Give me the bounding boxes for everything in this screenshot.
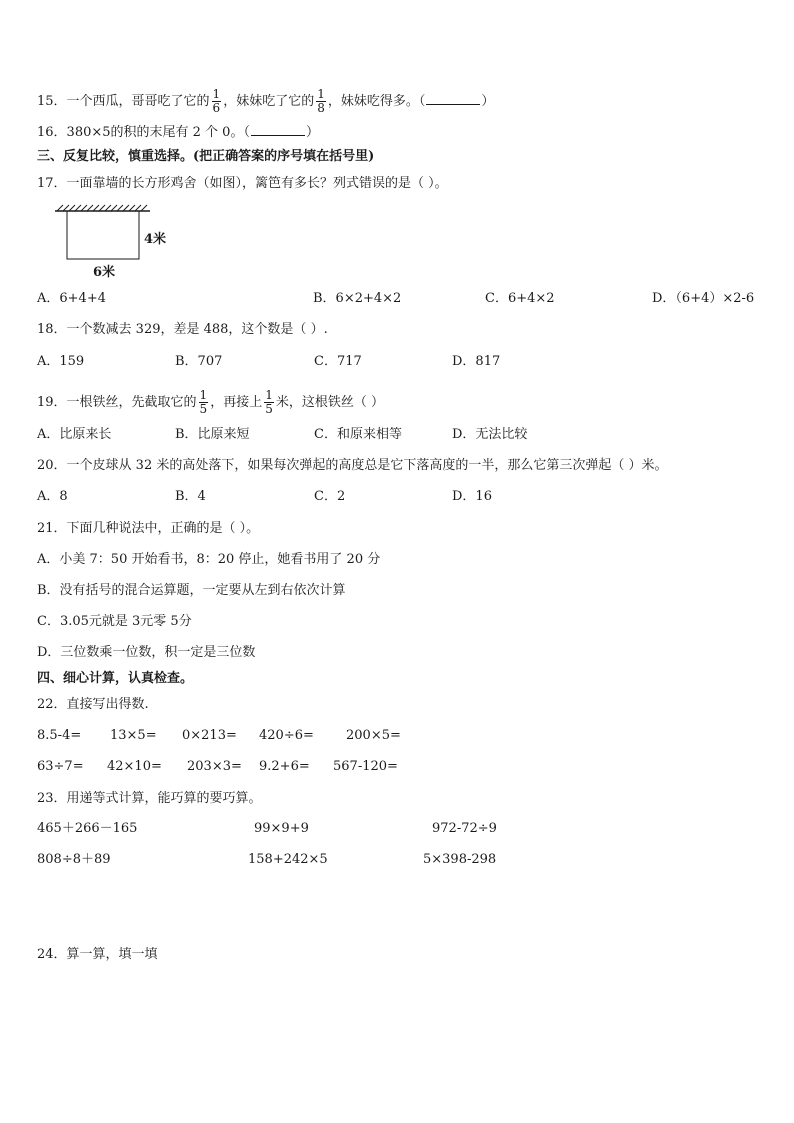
q22-item: 13×5= <box>110 728 157 743</box>
fence-rectangle <box>67 211 139 259</box>
question-21: 21．下面几种说法中，正确的是（ ）。 <box>37 521 260 536</box>
question-16: 16．380×5的积的末尾有 2 个 0。（ ） <box>37 125 319 140</box>
question-24: 24．算一算，填一填 <box>37 947 158 962</box>
question-17: 17．一面靠墙的长方形鸡舍（如图），篱笆有多长？列式错误的是（ ）。 <box>37 176 448 191</box>
q15-fraction-1: $\frac{1}{6}$ <box>212 87 221 115</box>
q19-option-b[interactable]: B．比原来短 <box>175 427 250 442</box>
q20-option-b[interactable]: B．4 <box>175 489 206 504</box>
fig-width-label: 6米 <box>93 265 116 280</box>
q22-item: 420÷6= <box>259 728 314 743</box>
q21-option-d[interactable]: D．三位数乘一位数，积一定是三位数 <box>37 645 256 660</box>
q19-options <box>37 426 777 444</box>
q23-item: 158+242×5 <box>248 852 328 867</box>
q22-item: 0×213= <box>182 728 237 743</box>
q19-option-a[interactable]: A．比原来长 <box>37 427 112 442</box>
q18-option-c[interactable]: C．717 <box>314 354 362 369</box>
q21-option-c[interactable]: C．3.05元就是 3元零 5分 <box>37 614 192 629</box>
q22-item: 9.2+6= <box>259 759 310 774</box>
q23-item: 465＋266－165 <box>37 821 138 836</box>
q22-item: 203×3= <box>187 759 242 774</box>
q16-answer-blank[interactable] <box>251 123 305 136</box>
fig-height-label: 4米 <box>144 232 167 247</box>
q16-text: 16．380×5的积的末尾有 2 个 0。（ <box>37 125 250 140</box>
q23-row-2 <box>37 851 777 869</box>
question-22: 22．直接写出得数. <box>37 697 149 712</box>
q18-option-d[interactable]: D．817 <box>452 354 501 369</box>
q18-option-b[interactable]: B．707 <box>175 354 223 369</box>
q17-option-a[interactable]: A．6+4+4 <box>37 291 106 306</box>
q22-item: 8.5-4= <box>37 728 82 743</box>
q22-row-2 <box>37 758 777 776</box>
q17-option-c[interactable]: C．6+4×2 <box>485 291 555 306</box>
question-15: 15．一个西瓜，哥哥吃了它的 $\frac{1}{6}$ ，妹妹吃了它的 $\frac{1}{8}$ ，妹妹吃得多。（ ） <box>37 87 495 115</box>
q17-option-b[interactable]: B．6×2+4×2 <box>313 291 402 306</box>
q23-row-1 <box>37 820 777 838</box>
q17-option-d[interactable]: D．（6+4）×2-6 <box>652 291 755 306</box>
q15-text-c: ，妹妹吃得多。（ <box>327 94 426 109</box>
question-19: 19．一根铁丝，先截取它的 $\frac{1}{5}$ ，再接上 $\frac{1}{5}$ 米，这根铁丝（ ） <box>37 388 384 416</box>
q19-option-c[interactable]: C．和原来相等 <box>314 427 402 442</box>
q21-option-a[interactable]: A．小美 7：50 开始看书，8：20 停止，她看书用了 20 分 <box>37 552 381 567</box>
q17-options <box>37 290 777 308</box>
section-3-heading: 三、反复比较，慎重选择。(把正确答案的序号填在括号里) <box>37 149 375 164</box>
q23-item: 808÷8＋89 <box>37 852 111 867</box>
q18-options <box>37 353 777 371</box>
q23-item: 99×9+9 <box>254 821 309 836</box>
q21-option-b[interactable]: B．没有括号的混合运算题，一定要从左到右依次计算 <box>37 583 346 598</box>
q15-answer-blank[interactable] <box>426 92 480 105</box>
q19-fraction-1: $\frac{1}{5}$ <box>199 388 208 416</box>
coop-diagram <box>55 203 185 283</box>
section-4-heading: 四、细心计算，认真检查。 <box>37 671 194 686</box>
q22-item: 200×5= <box>346 728 401 743</box>
q22-item: 567-120= <box>333 759 398 774</box>
q23-item: 972-72÷9 <box>432 821 497 836</box>
q22-item: 63÷7= <box>37 759 84 774</box>
q18-option-a[interactable]: A．159 <box>37 354 85 369</box>
q15-text-a: 15．一个西瓜，哥哥吃了它的 <box>37 94 210 109</box>
q20-option-c[interactable]: C．2 <box>314 489 346 504</box>
q15-text-b: ，妹妹吃了它的 <box>223 94 315 109</box>
question-18: 18．一个数减去 329，差是 488，这个数是（ ）. <box>37 322 328 337</box>
question-20: 20．一个皮球从 32 米的高处落下，如果每次弹起的高度总是它下落高度的一半，那么它第三次弹起（ ）米。 <box>37 458 668 473</box>
q20-options <box>37 488 777 506</box>
wall-hatching <box>57 205 147 211</box>
q19-fraction-2: $\frac{1}{5}$ <box>265 388 273 416</box>
question-23: 23．用递等式计算，能巧算的要巧算。 <box>37 791 262 806</box>
q22-row-1 <box>37 727 777 745</box>
q20-option-d[interactable]: D．16 <box>452 489 492 504</box>
q23-item: 5×398-298 <box>423 852 497 867</box>
q19-option-d[interactable]: D．无法比较 <box>452 427 528 442</box>
q20-option-a[interactable]: A．8 <box>37 489 68 504</box>
q22-item: 42×10= <box>107 759 162 774</box>
q15-fraction-2: $\frac{1}{8}$ <box>317 87 325 115</box>
